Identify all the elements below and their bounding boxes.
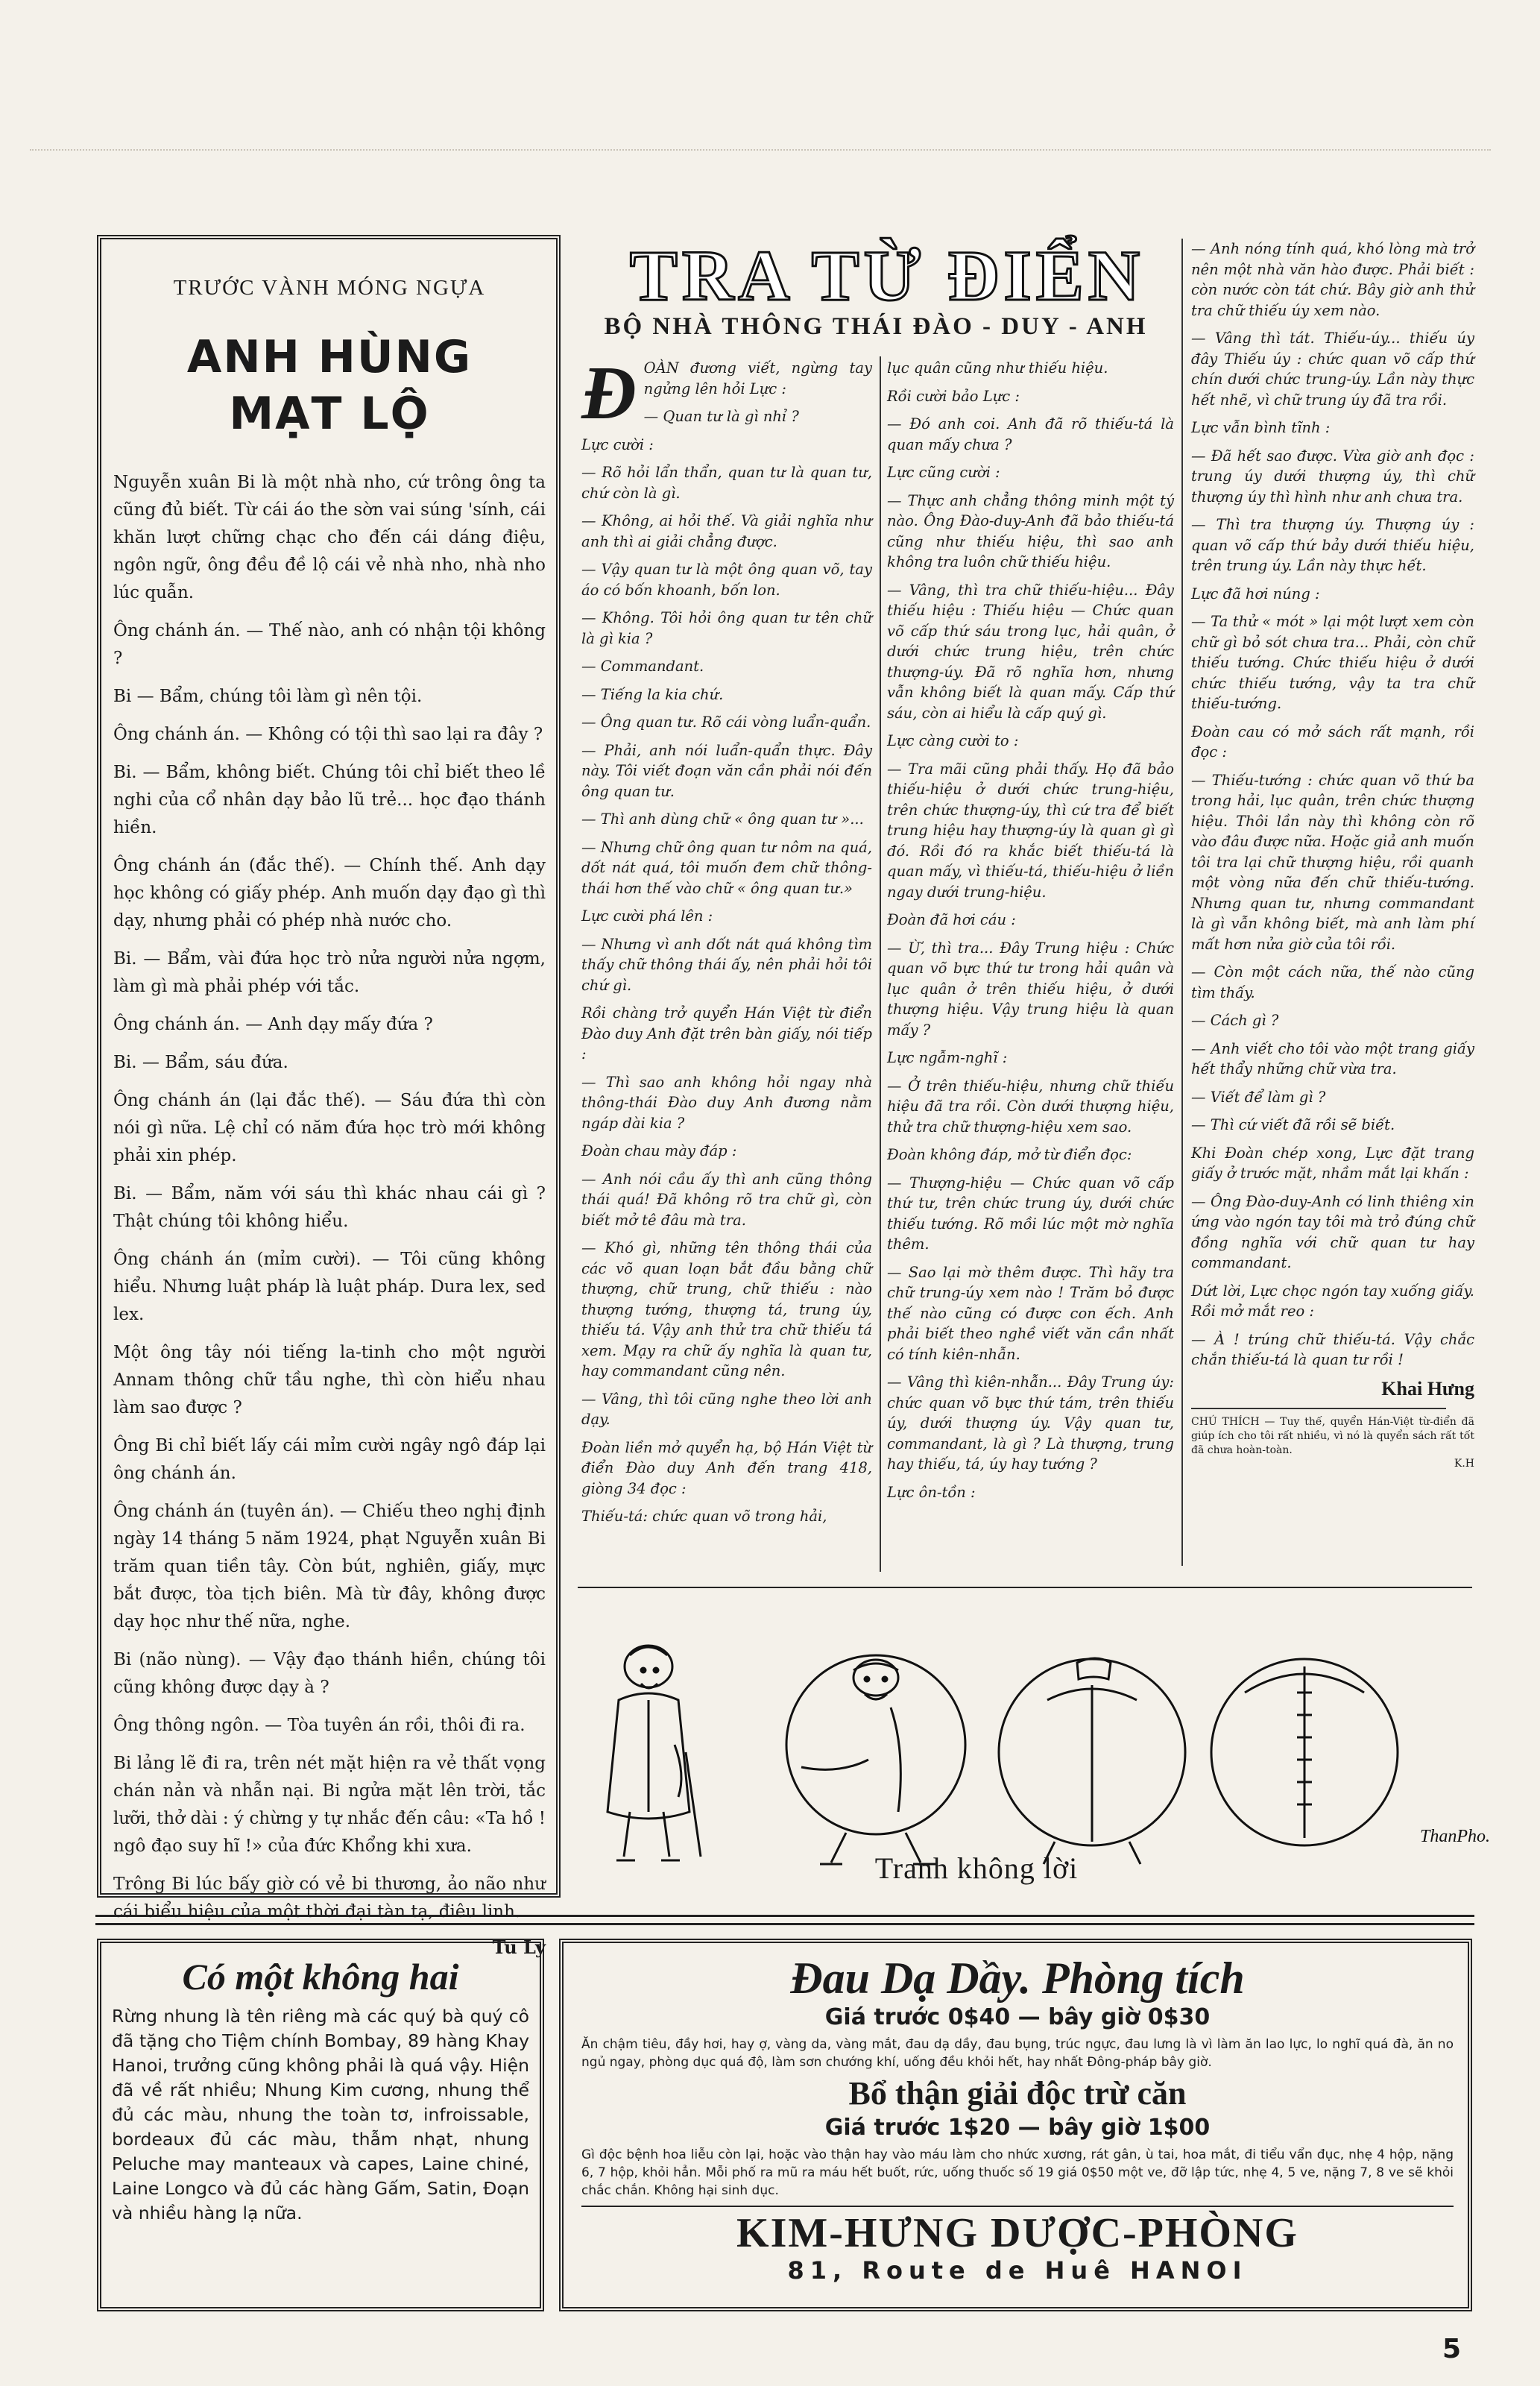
article-paragraph: Bi — Bẩm, chúng tôi làm gì nên tội. [113, 687, 423, 706]
dialogue-line: lục quân cũng như thiếu hiệu. [887, 359, 1108, 377]
dialogue-line: — Vâng thì kiên-nhẫn... Đây Trung úy: chức quan võ bực thứ tám, trên thiếu úy, dưới thượng úy. Vậy quan tư, commandant, là gì ? Là thượng, trung hay thiếu, tá, úy hay tướng ? [887, 1373, 1174, 1473]
dialogue-line: Lực vẫn bình tĩnh : [1191, 419, 1331, 436]
dialogue-line: — Anh nói cầu ấy thì anh cũng thông thái quá! Đã không rõ tra chữ gì, còn biết mở tê đâu mà tra. [581, 1170, 872, 1229]
dialogue-line: Rồi cười bảo Lực : [887, 387, 1020, 405]
section-divider [95, 1915, 1474, 1925]
dialogue-line: Lực cũng cười : [887, 464, 1000, 481]
dialogue-line: — Đó anh coi. Anh đã rõ thiếu-tá là quan mấy chưa ? [887, 415, 1174, 453]
dialogue-line: — Vâng, thì tra chữ thiếu-hiệu... Đây thiếu hiệu : Thiếu hiệu — Chức quan võ cấp thứ sáu trong lục, hải quân, ở dưới chức trung hiệu, trên chức thượng-úy. Đã rõ nghĩa hơn, nhưng vẫn không biết là quan mấy. Cấp thứ sáu, còn ai hiểu là cấp quý gì. [887, 581, 1174, 722]
dialogue-line: — Anh nóng tính quá, khó lòng mà trở nên một nhà văn hào được. Phải biết : còn nước còn tát chứ. Bây giờ anh thử tra chữ thiếu úy xem nào. [1191, 240, 1474, 319]
article-paragraph: Ông chánh án. — Anh dạy mấy đứa ? [113, 1015, 433, 1034]
ad-right-desc2: Gì độc bệnh hoa liễu còn lại, hoặc vào thận hay vào máu làm cho nhức xương, rát gân, ù tai, hoa mắt, đi tiểu vẩn đục, nhẹ 4 hộp, nặng 6, 7 hộp, khỏi hẳn. Mỗi phố ra mũ ra máu hết buốt, rức, uống thuốc số 19 giá 0$50 một ve, đỡ lập tức, nhẹ 4, 5 ve, nặng 7, 8 ve sẽ khỏi chắc chắn. Không hại sinh dục. [581, 2147, 1454, 2198]
footnote: CHÚ THÍCH — Tuy thế, quyển Hán-Việt từ-điển đã giúp ích cho tôi rất nhiều, vì nó là quyển sách rất tốt đã chưa hoàn-toàn. [1191, 1415, 1474, 1456]
dialogue-line: — Rõ hỏi lẩn thẩn, quan tư là quan tư, chứ còn là gì. [581, 464, 872, 502]
page-number: 5 [1442, 2334, 1462, 2364]
dialogue-line: Dứt lời, Lực chọc ngón tay xuống giấy. Rồi mở mắt reo : [1191, 1282, 1474, 1320]
article-paragraph: Bi. — Bẩm, vài đứa học trò nửa người nửa ngợm, làm gì mà phải phép với tắc. [113, 949, 546, 996]
dialogue-line: — Quan tư là gì nhỉ ? [643, 408, 799, 425]
dialogue-line: Đoàn liền mở quyển hạ, bộ Hán Việt từ điển Đào duy Anh đến trang 418, giòng 34 đọc : [581, 1438, 872, 1497]
left-article [113, 254, 546, 1958]
center-column-3 [1191, 239, 1474, 1566]
dialogue-line: — Vâng, thì tôi cũng nghe theo lời anh dạy. [581, 1390, 872, 1428]
dialogue-line: Lực đã hơi núng : [1191, 585, 1320, 602]
article-paragraph: Bi (não nùng). — Vậy đạo thánh hiền, chúng tôi cũng không được dạy à ? [113, 1650, 546, 1697]
dictionary-subtitle: BỘ NHÀ THÔNG THÁI ĐÀO - DUY - ANH [604, 313, 1148, 340]
article-paragraph: Ông chánh án (tuyên án). — Chiếu theo nghị định ngày 14 tháng 5 năm 1924, phạt Nguyễn xuân Bi trăm quan tiền tây. Còn bút, nghiên, giấy, mực bắt được, tòa tịch biên. Mà từ đây, không được dạy học như thế nữa, nghe. [113, 1502, 546, 1631]
cartoon-caption: Tranh không lời [874, 1851, 1079, 1885]
article-paragraph: Trông Bi lúc bấy giờ có vẻ bi thương, ảo não như cái biểu hiệu của một thời đại tàn tạ, điêu linh. [113, 1875, 546, 1921]
dialogue-line: Đoàn không đáp, mở từ điển đọc: [887, 1146, 1132, 1163]
article-paragraph: Ông thông ngôn. — Tòa tuyên án rồi, thôi đi ra. [113, 1716, 526, 1735]
dialogue-line: — Nhưng vì anh dốt nát quá không tìm thấy chữ thông thái ấy, nên phải hỏi tôi chứ gì. [581, 935, 872, 994]
cartoon-signature: ThanPho. [1420, 1827, 1491, 1846]
dialogue-line: — Tra mãi cũng phải thấy. Họ đã bảo thiếu-hiệu ở dưới chức trung-hiệu, trên chức thượng-úy, thì cứ tra để biết trung hiệu hay thượng-úy là quan gì gì đó. Rồi đó ra khắc biết thiếu-tá là quan mấy, vì thiếu-tá, thiếu-hiệu ở liền ngay dưới trung-hiệu. [887, 760, 1174, 901]
dialogue-line: — Thiếu-tướng : chức quan võ thứ ba trong hải, lục quân, trên chức thượng hiệu. Thôi lần này thì không còn rõ vào đâu được nữa. Hoặc giả anh muốn tôi tra lại chữ thượng hiệu, rồi quanh một vòng nữa đến chữ thiếu-tướng. Nhưng quan tư, nhưng commandant là gì vẫn không biết, mà anh làm phí mất hơn nửa giờ của tôi rồi. [1191, 771, 1474, 953]
drop-cap: Đ [581, 351, 637, 435]
article-byline: Tu Ly [492, 1936, 546, 1958]
dialogue-line: — Anh viết cho tôi vào một trang giấy hết thẩy những chữ vừa tra. [1191, 1039, 1474, 1077]
article-body [113, 469, 546, 1926]
dialogue-line: Lực ngẫm-nghĩ : [887, 1049, 1008, 1066]
dialogue-line: — Thì cứ viết đã rồi sẽ biết. [1191, 1116, 1395, 1133]
ad-left-title: Có một không hai [182, 1956, 459, 1998]
dialogue-line: Đoàn đã hơi cáu : [887, 911, 1016, 928]
dialogue-line: Đoàn cau có mở sách rất mạnh, rồi đọc : [1191, 723, 1474, 761]
dialogue-line: — Thì sao anh không hỏi ngay nhà thông-thái Đào duy Anh đương nằm ngáp dài kia ? [581, 1073, 872, 1132]
article-paragraph: Ông Bi chỉ biết lấy cái mỉm cười ngây ngô đáp lại ông chánh án. [113, 1436, 546, 1483]
dialogue-line: — Viết để làm gì ? [1191, 1088, 1326, 1106]
dialogue-line: — Ừ, thì tra... Đây Trung hiệu : Chức quan võ bực thứ tư trong hải quân và lục quân ở trên thiếu hiệu, ở dưới thượng hiệu. Vậy trung hiệu là quan mấy ? [887, 939, 1174, 1039]
article-kicker: TRƯỚC VÀNH MÓNG NGỰA [173, 276, 486, 300]
ad-right-title: Đau Dạ Dầy. Phòng tích [790, 1954, 1245, 2003]
column-rule-1 [880, 356, 881, 1572]
ad-left [112, 1954, 529, 2304]
column-rule-2 [1181, 239, 1183, 1566]
dialogue-line: — Nhưng chữ ông quan tư nôm na quá, dốt nát quá, tôi muốn đem chữ thông-thái hơn thế vào chữ « ông quan tư.» [581, 838, 872, 897]
article-paragraph: Ông chánh án (đắc thế). — Chính thế. Anh dạy học không có giấy phép. Anh muốn dạy đạo gì thì dạy, nhưng phải có phép nhà nước cho. [113, 856, 546, 931]
dialogue-line: — Tiếng la kia chứ. [581, 685, 724, 703]
article-paragraph: Ông chánh án. — Không có tội thì sao lại ra đây ? [113, 725, 543, 744]
article-title-line1: ANH HÙNG [186, 331, 473, 383]
ad-right-address: 81, Route de Huê HANOI [787, 2256, 1248, 2285]
ad-right-desc1: Ăn chậm tiêu, đầy hơi, hay ợ, vàng da, vàng mắt, đau dạ dầy, đau bụng, trúc ngực, đau lưng là vì làm ăn lao lực, lo nghĩ quá đà, ăn no ngủ ngay, phòng dục quá độ, làm sơn chướng khí, uống đều khỏi hết, hay nhất Đông-pháp bây giờ. [581, 2037, 1454, 2070]
dialogue-line: — Thượng-hiệu — Chức quan võ cấp thứ tư, trên chức trung úy, dưới chức thiếu tướng. Rõ mồi lúc một mờ nghĩa thêm. [887, 1174, 1174, 1253]
dialogue-line: — Không. Tôi hỏi ông quan tư tên chữ là gì kia ? [581, 609, 872, 647]
dialogue-line: — Vâng thì tát. Thiếu-úy... thiếu úy đây Thiếu úy : chức quan võ cấp thứ chín dưới chức trung-úy. Lần này thực hết nhẽ, vì chữ trung úy đã tra rồi. [1191, 330, 1474, 409]
article-paragraph: Một ông tây nói tiếng la-tinh cho một người Annam thông chữ tầu nghe, thì còn hiểu nhau làm sao được ? [113, 1343, 546, 1417]
article-paragraph: Bi. — Bẩm, không biết. Chúng tôi chỉ biết theo lề nghi của cổ nhân dạy bảo lũ trẻ... học đạo thánh hiền. [113, 763, 546, 837]
figure-round-body [999, 1658, 1185, 1864]
dialogue-line: — Khó gì, những tên thông thái của các võ quan loạn bắt đầu bằng chữ thượng, chữ trung, chữ thiếu : nào thượng tướng, thượng tá, trung úy, thiếu tá. Vậy anh thử tra chữ thiếu tá xem. Mạy ra chữ ấy nghĩa là quan tư, hay commandant cũng nên. [581, 1239, 872, 1379]
ad-right-price2: Giá trước 1$20 — bây giờ 1$00 [824, 2115, 1211, 2141]
dialogue-line: — Ở trên thiếu-hiệu, nhưng chữ thiếu hiệu đã tra rồi. Còn dưới thượng hiệu, thử tra chữ thượng-hiệu xem sao. [887, 1077, 1174, 1136]
figure-fat-man [786, 1655, 965, 1864]
figure-ball [1211, 1659, 1398, 1845]
center-column-1 [581, 351, 872, 1581]
article-paragraph: Ông chánh án (mỉm cười). — Tôi cũng không hiểu. Nhưng luật pháp là luật pháp. Dura lex, sed lex. [113, 1250, 546, 1324]
dialogue-line: Lực cười phá lên : [581, 907, 713, 925]
ad-left-body: Rừng nhung là tên riêng mà các quý bà quý cô đã tặng cho Tiệm chính Bombay, 89 hàng Khay Hanoi, trưởng cũng không phải là quá vậy. Hiện đã về rất nhiều; Nhung Kim cương, nhung thể đủ các màu, nhung the toàn tơ, infroissable, bordeaux đủ các màu, thẫm nhạt, nhung Peluche may manteaux và capes, Laine chiné, Laine Longco và đủ các hàng Gấm, Satin, Đoạn và nhiều hàng lạ nữa. [112, 2006, 529, 2223]
dialogue-line: — Thì anh dùng chữ « ông quan tư »... [581, 810, 864, 828]
dialogue-line: — Phải, anh nói luẩn-quẩn thực. Đây này. Tôi viết đoạn văn cần phải nói đến ông quan tư. [581, 741, 872, 800]
dialogue-line: Lực cười : [581, 435, 654, 453]
story-byline: Khai Hưng [1381, 1377, 1474, 1400]
dialogue-line: — Cách gì ? [1191, 1012, 1279, 1029]
dialogue-line: Lực ôn-tồn : [887, 1483, 976, 1501]
dialogue-line: — Commandant. [581, 658, 704, 675]
cartoon-top-rule [578, 1587, 1472, 1588]
article-paragraph: Bi. — Bẩm, sáu đứa. [113, 1053, 288, 1072]
dialogue-line: Khi Đoàn chép xong, Lực đặt trang giấy ở trước mặt, nhầm mắt lại khấn : [1191, 1144, 1474, 1182]
dialogue-line: — Thì tra thượng úy. Thượng úy : quan võ cấp thứ bảy dưới thiếu hiệu, trên trung úy. Lần này thực hết. [1191, 516, 1474, 574]
dialogue-line: — Đã hết sao được. Vừa giờ anh đọc : trung úy dưới thượng úy, thì chữ thượng úy thì hình như anh chưa tra. [1191, 447, 1474, 506]
column1-lead: OÀN đương viết, ngừng tay ngửng lên hỏi Lực : [643, 359, 872, 397]
dialogue-line: Rồi chàng trở quyển Hán Việt từ điển Đào duy Anh đặt trên bàn giấy, nói tiếp : [581, 1004, 872, 1063]
article-paragraph: Ông chánh án (lại đắc thế). — Sáu đứa thì còn nói gì nữa. Lệ chỉ có năm đứa học trò mới không phải xin phép. [113, 1091, 546, 1165]
ad-right-title2: Bổ thận giải độc trừ căn [848, 2075, 1187, 2112]
footnote-initials: K.H [1454, 1457, 1474, 1470]
ad-right [581, 1954, 1454, 2304]
dialogue-line: Đoàn chau mày đáp : [581, 1142, 737, 1159]
dialogue-line: Thiếu-tá: chức quan võ trong hải, [581, 1508, 827, 1525]
dialogue-line: — À ! trúng chữ thiếu-tá. Vậy chắc chắn thiếu-tá là quan tư rồi ! [1191, 1330, 1474, 1368]
figure-thin-man [608, 1646, 701, 1860]
dialogue-line: — Sao lại mờ thêm được. Thì hãy tra chữ trung-úy xem nào ! Trăm bỏ được thế nào cũng có được con ếch. Anh phải biết theo nghề viết văn cần nhất có tính kiên-nhẫn. [887, 1263, 1174, 1363]
article-paragraph: Nguyễn xuân Bi là một nhà nho, cứ trông ông ta cũng đủ biết. Từ cái áo the sờn vai súng 'sính, cái khăn lượt chững chạc cho đến cái dáng điệu, ngôn ngữ, ông đều đề lộ cái vẻ nhà nho, nhà nho lúc quẫn. [113, 473, 546, 602]
article-paragraph: Ông chánh án. — Thế nào, anh có nhận tội không ? [113, 621, 546, 668]
dialogue-line: — Ông quan tư. Rõ cái vòng luẩn-quẩn. [581, 714, 871, 731]
article-paragraph: Bi lảng lẽ đi ra, trên nét mặt hiện ra vẻ thất vọng chán nản và nhẫn nại. Bi ngửa mặt lên trời, tắc lưỡi, thở dài : ý chừng y tự nhắc đến câu: «Ta hồ ! ngô đạo suy hĩ !» của đức Khổng khi xưa. [113, 1754, 546, 1856]
header-bleed [30, 149, 1491, 155]
dialogue-line: Lực càng cười to : [887, 732, 1019, 749]
dictionary-title: TRA TỪ ĐIỂN [629, 236, 1145, 315]
article-paragraph: Bi. — Bẩm, năm với sáu thì khác nhau cái gì ? Thật chúng tôi không hiểu. [113, 1184, 546, 1231]
dialogue-line: — Không, ai hỏi thế. Và giải nghĩa như anh thì ai giải chẳng được. [581, 512, 872, 550]
dialogue-line: — Thực anh chẳng thông minh một tý nào. Ông Đào-duy-Anh đã bảo thiếu-tá cũng như thiếu hiệu, thì sao anh không tra luôn chữ thiếu hiệu. [887, 491, 1174, 570]
dialogue-line: — Còn một cách nữa, thế nào cũng tìm thấy. [1191, 963, 1474, 1001]
dialogue-line: — Ông Đào-duy-Anh có linh thiêng xin ứng vào ngón tay tôi mà trỏ đúng chữ đồng nghĩa với chữ quan tư hay commandant. [1191, 1192, 1474, 1271]
center-column-2 [887, 358, 1174, 1581]
dialogue-line: — Ta thử « mót » lại một lượt xem còn chữ gì bỏ sót chưa tra... Phải, còn chữ thiếu tướng. Chức thiếu hiệu ở dưới chức thiếu tướng, vậy ta tra chữ thiếu-tướng. [1191, 613, 1474, 712]
ad-right-shop: KIM-HƯNG DƯỢC-PHÒNG [736, 2210, 1298, 2256]
article-title-line2: MẠT LỘ [229, 388, 430, 440]
dialogue-line: — Vậy quan tư là một ông quan võ, tay áo có bốn khoanh, bốn lon. [581, 561, 872, 599]
ad-right-price1: Giá trước 0$40 — bây giờ 0$30 [824, 2004, 1211, 2030]
